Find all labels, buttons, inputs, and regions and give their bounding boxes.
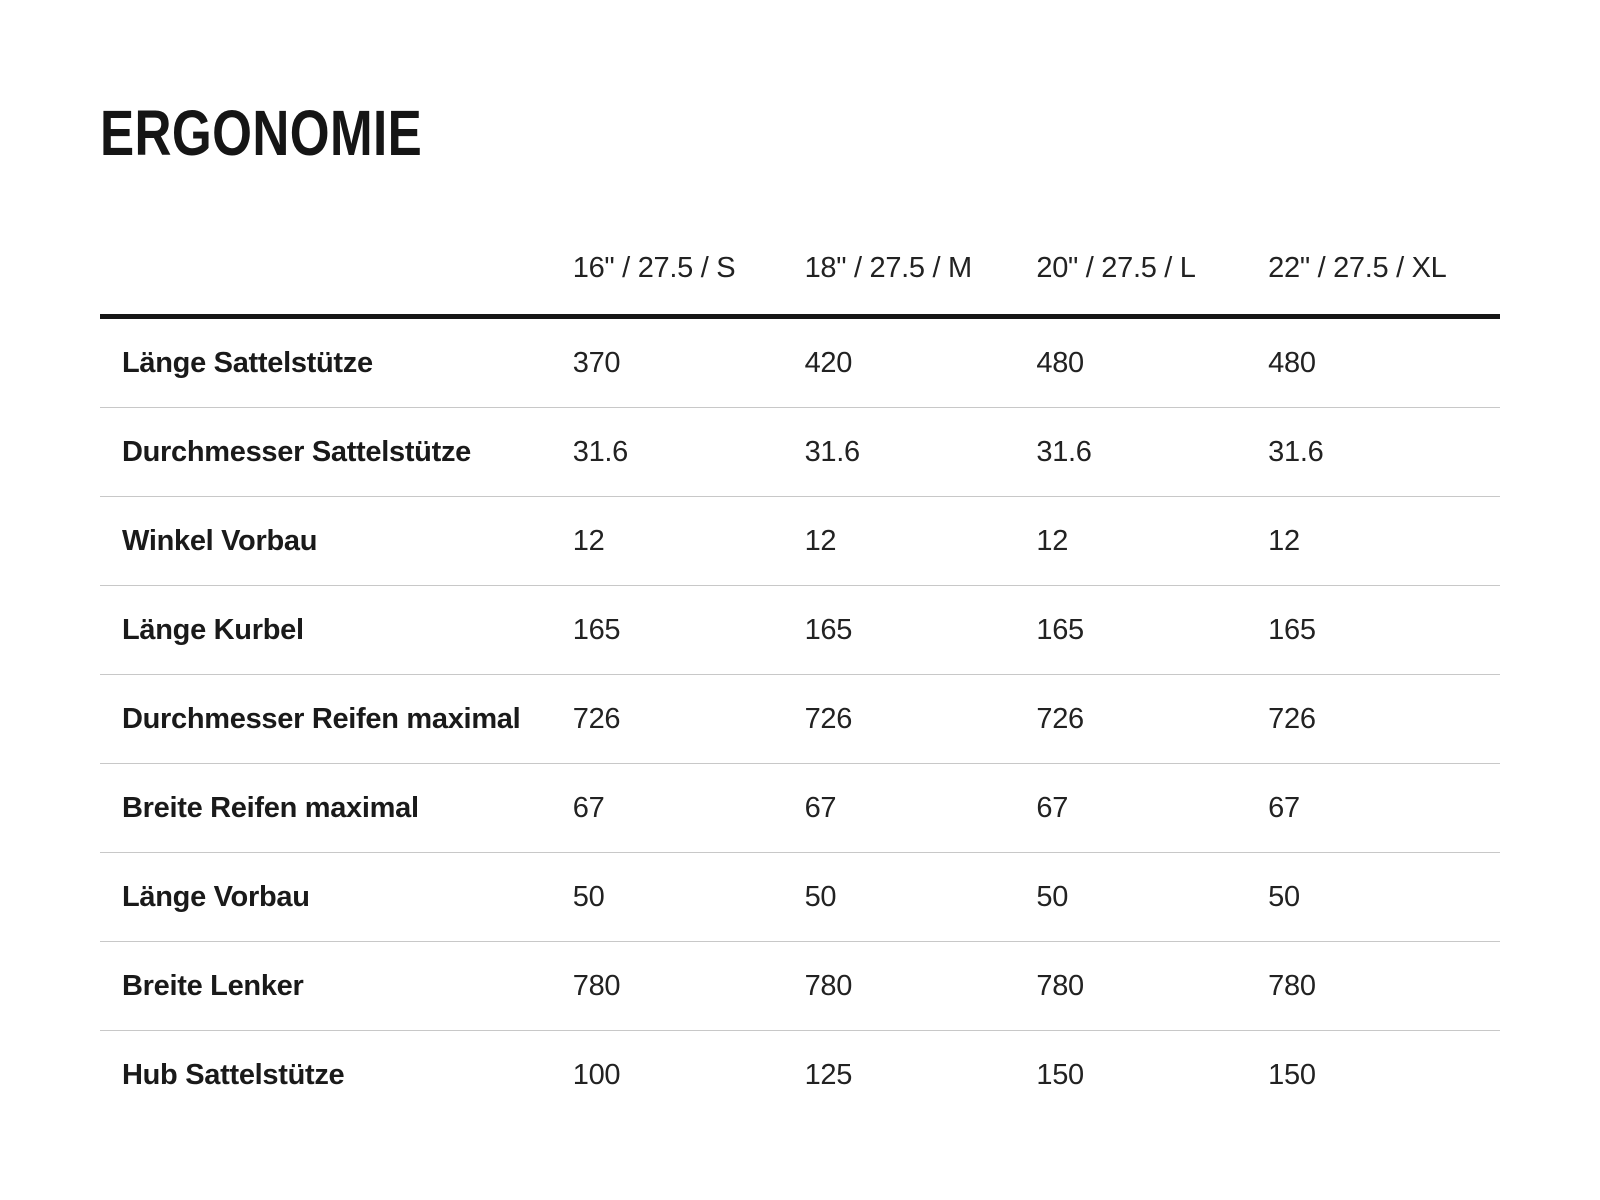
table-header-row — [100, 222, 1500, 317]
row-label: Länge Kurbel — [100, 586, 573, 675]
cell-value: 12 — [805, 497, 1037, 586]
cell-value: 100 — [572, 1058, 621, 1091]
cell-value: 165 — [805, 586, 1037, 675]
row-label: Durchmesser Sattelstütze — [100, 408, 573, 497]
cell-value: 780 — [1268, 942, 1500, 1031]
cell-value: 31.6 — [573, 408, 805, 497]
row-label: Hub Sattelstütze — [122, 1058, 345, 1091]
cell-value: 165 — [1268, 586, 1500, 675]
section-title: ERGONOMIE — [100, 97, 423, 169]
row-label: Winkel Vorbau — [100, 497, 573, 586]
cell-value: 780 — [805, 942, 1037, 1031]
cell-value: 726 — [1036, 675, 1268, 764]
table-row — [100, 853, 1500, 942]
row-label: Länge Vorbau — [100, 853, 573, 942]
row-label: Länge Sattelstütze — [100, 317, 573, 408]
table-row — [100, 675, 1500, 764]
cell-value: 50 — [573, 853, 805, 942]
cell-value: 31.6 — [1036, 408, 1268, 497]
cell-value: 780 — [1036, 942, 1268, 1031]
column-header-size-xl: 22" / 27.5 / XL — [1268, 222, 1500, 317]
corner-cell — [100, 222, 573, 317]
cell-value: 67 — [1268, 764, 1500, 853]
table-body — [100, 317, 1500, 1120]
cell-value: 726 — [1268, 675, 1500, 764]
cell-value: 67 — [805, 764, 1037, 853]
cell-value: 31.6 — [1268, 408, 1500, 497]
table-row — [100, 497, 1500, 586]
cell-value: 165 — [1036, 586, 1268, 675]
table-row — [100, 586, 1500, 675]
cell-value: 125 — [804, 1058, 853, 1091]
cell-value: 150 — [1036, 1058, 1084, 1091]
cell-value: 12 — [573, 497, 805, 586]
column-header-size-m: 18" / 27.5 / M — [805, 222, 1037, 317]
cell-value: 370 — [573, 317, 805, 408]
cell-value: 31.6 — [805, 408, 1037, 497]
cell-value: 50 — [1268, 853, 1500, 942]
ergonomics-spec-table — [100, 222, 1500, 1119]
table-row — [100, 942, 1500, 1031]
cell-value: 165 — [573, 586, 805, 675]
row-label: Breite Reifen maximal — [100, 764, 573, 853]
table-row — [100, 317, 1500, 408]
cell-value: 50 — [1036, 853, 1268, 942]
cell-value: 12 — [1036, 497, 1268, 586]
table-row — [100, 764, 1500, 853]
cell-value: 420 — [805, 317, 1037, 408]
cell-value: 12 — [1268, 497, 1500, 586]
cell-value: 67 — [573, 764, 805, 853]
table-row — [100, 1031, 1500, 1120]
cell-value: 67 — [1036, 764, 1268, 853]
row-label: Durchmesser Reifen maximal — [100, 675, 573, 764]
cell-value: 726 — [573, 675, 805, 764]
cell-value: 726 — [805, 675, 1037, 764]
cell-value: 480 — [1268, 317, 1500, 408]
column-header-size-s: 16" / 27.5 / S — [573, 222, 805, 317]
column-header-size-l: 20" / 27.5 / L — [1036, 222, 1268, 317]
cell-value: 480 — [1036, 317, 1268, 408]
cell-value: 50 — [805, 853, 1037, 942]
table-row — [100, 408, 1500, 497]
row-label: Breite Lenker — [100, 942, 573, 1031]
cell-value: 150 — [1268, 1058, 1316, 1091]
cell-value: 780 — [573, 942, 805, 1031]
